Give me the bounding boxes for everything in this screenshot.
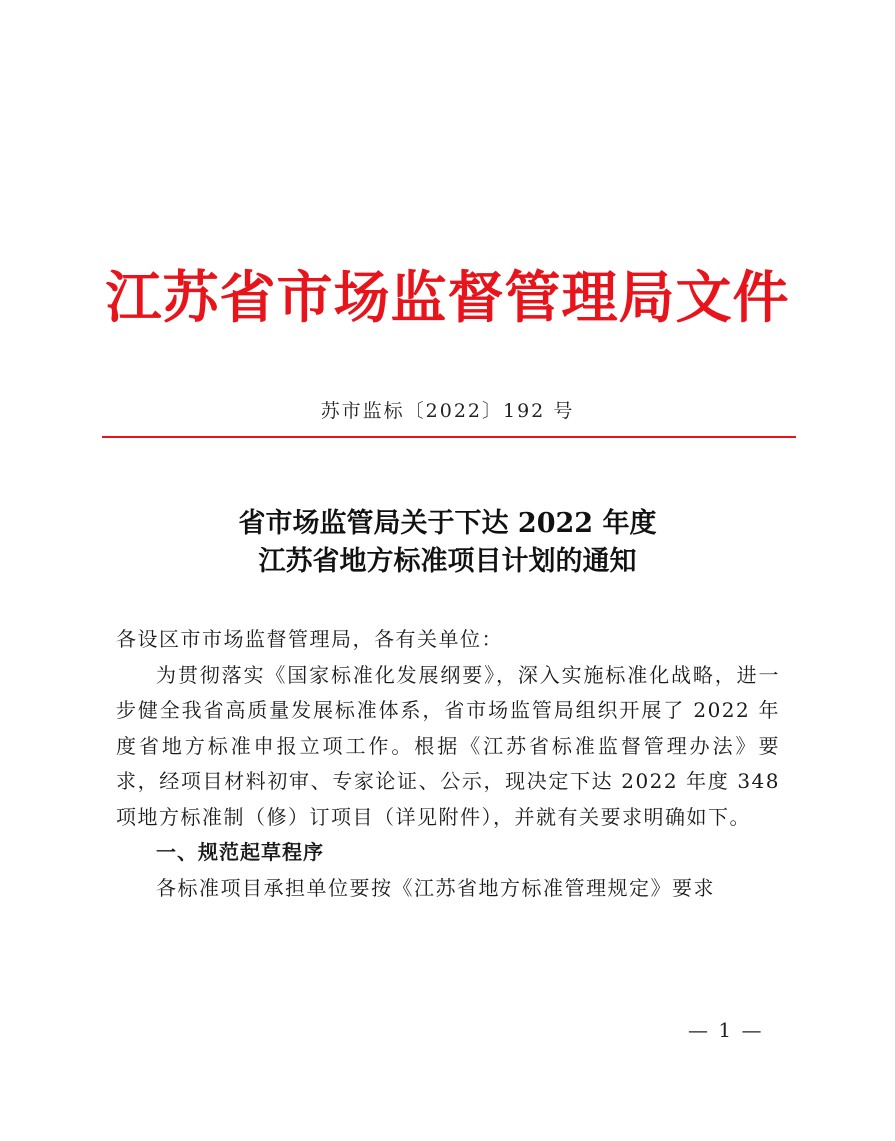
body-paragraph-2: 各标准项目承担单位要按《江苏省地方标准管理规定》要求 — [156, 875, 715, 900]
notice-title-line-2: 江苏省地方标准项目计划的通知 — [258, 546, 637, 577]
page-number: — 1 — — [688, 1018, 764, 1042]
notice-body — [116, 622, 780, 906]
addressee: 各设区市市场监督管理局，各有关单位： — [116, 627, 503, 651]
document-number: 苏市监标〔2022〕192 号 — [320, 400, 575, 422]
notice-title-line-1: 省市场监管局关于下达 2022 年度 — [238, 508, 657, 539]
section-heading-1: 一、规范起草程序 — [156, 840, 324, 864]
red-divider — [102, 436, 796, 438]
document-masthead: 江苏省市场监督管理局文件 — [105, 265, 790, 331]
body-paragraph-1: 为贯彻落实《国家标准化发展纲要》，深入实施标准化战略，进一步健全我省高质量发展标准体系，省市场监管局组织开展了 2022 年度省地方标准申报立项工作。根据《江苏省标准监督管理办法》要求，经项目材料初审、专家论证、公示，现决定下达 2022 年度 348 项地方标准制（修）订项目（详见附件），并就有关要求明确如下。 — [116, 662, 780, 829]
notice-title — [0, 505, 895, 581]
